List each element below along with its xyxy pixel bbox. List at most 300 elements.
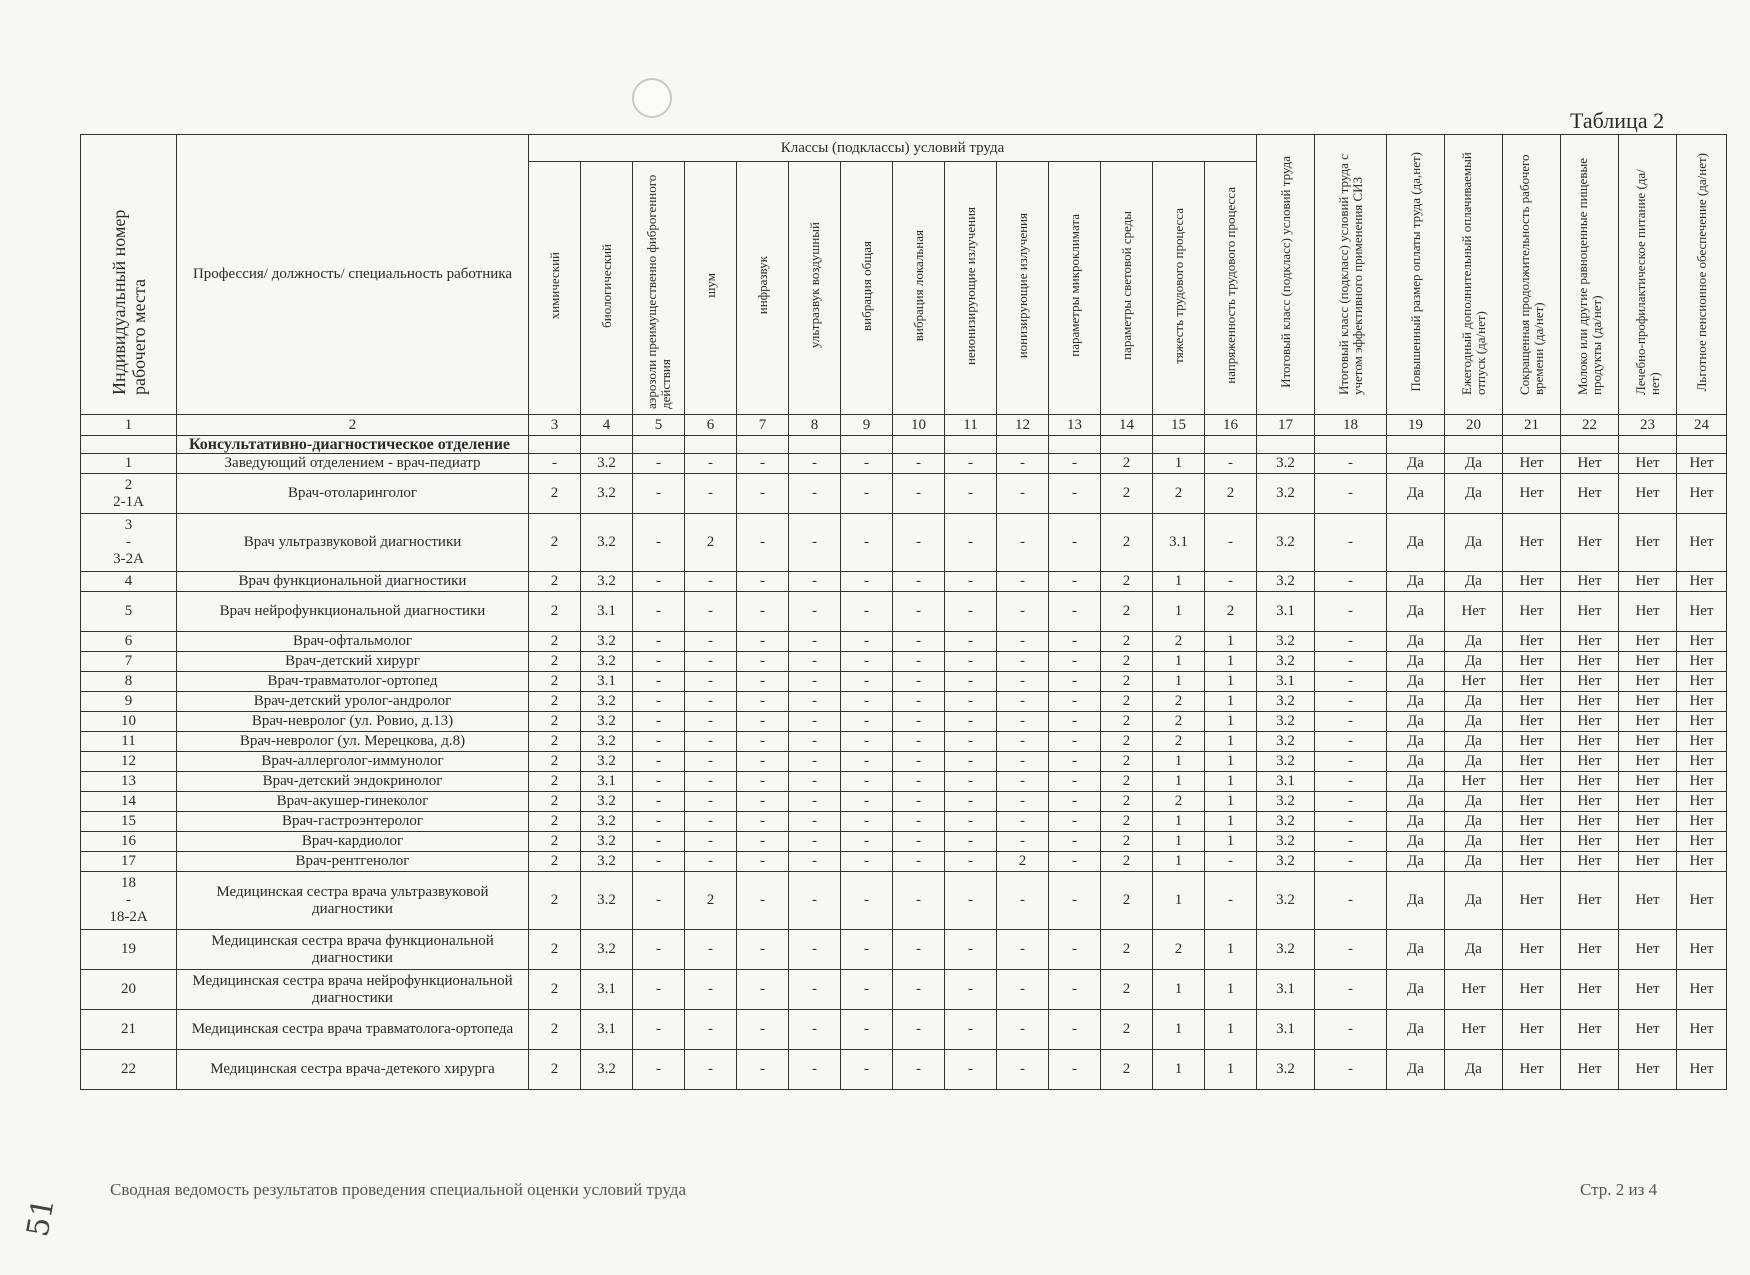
value-cell: 2 [1153, 732, 1205, 752]
value-cell: - [997, 632, 1049, 652]
workplace-number-cell: 17 [81, 852, 177, 872]
value-cell: 3.2 [581, 732, 633, 752]
table-row [81, 692, 1727, 712]
workplace-number-cell: 8 [81, 672, 177, 692]
value-cell: - [997, 572, 1049, 592]
value-cell: - [789, 732, 841, 752]
value-cell: - [997, 792, 1049, 812]
value-cell: - [997, 872, 1049, 930]
column-number: 3 [529, 415, 581, 436]
value-cell: Да [1445, 832, 1503, 852]
value-cell: Нет [1677, 970, 1727, 1010]
value-cell: 3.2 [581, 752, 633, 772]
value-cell: 3.1 [1257, 592, 1315, 632]
value-cell: 2 [1101, 1050, 1153, 1090]
value-cell: 1 [1205, 752, 1257, 772]
value-cell: - [685, 732, 737, 752]
header-factor-16: напряженность трудового процесса [1205, 162, 1257, 415]
value-cell: 2 [529, 852, 581, 872]
value-cell: - [841, 732, 893, 752]
workplace-number-cell: 19 [81, 930, 177, 970]
value-cell: 1 [1205, 712, 1257, 732]
value-cell: 2 [1101, 732, 1153, 752]
value-cell: - [633, 632, 685, 652]
value-cell: - [945, 454, 997, 474]
value-cell: - [737, 1010, 789, 1050]
value-cell: Нет [1503, 712, 1561, 732]
value-cell: - [737, 692, 789, 712]
value-cell: Нет [1561, 692, 1619, 712]
value-cell: - [789, 672, 841, 692]
value-cell: 3.2 [581, 572, 633, 592]
value-cell: 3.2 [1257, 652, 1315, 672]
workplace-number-cell: 15 [81, 812, 177, 832]
value-cell: - [945, 672, 997, 692]
value-cell: 2 [1101, 592, 1153, 632]
value-cell: - [945, 930, 997, 970]
value-cell: - [789, 930, 841, 970]
value-cell: - [1049, 514, 1101, 572]
value-cell: - [997, 930, 1049, 970]
value-cell: 3.2 [1257, 872, 1315, 930]
value-cell: - [841, 1050, 893, 1090]
value-cell: - [945, 812, 997, 832]
value-cell: - [633, 592, 685, 632]
profession-cell: Врач-детский уролог-андролог [177, 692, 529, 712]
punch-hole [632, 78, 672, 118]
value-cell: - [737, 632, 789, 652]
value-cell: - [789, 572, 841, 592]
value-cell: Нет [1677, 772, 1727, 792]
value-cell: - [789, 812, 841, 832]
value-cell: - [685, 454, 737, 474]
value-cell: - [945, 652, 997, 672]
value-cell: Нет [1677, 514, 1727, 572]
value-cell: 2 [529, 1010, 581, 1050]
profession-cell: Врач-кардиолог [177, 832, 529, 852]
value-cell: Да [1445, 792, 1503, 812]
value-cell: - [841, 1010, 893, 1050]
value-cell: - [997, 454, 1049, 474]
value-cell: 1 [1153, 872, 1205, 930]
header-factor-3: химический [529, 162, 581, 415]
value-cell: - [893, 732, 945, 752]
table-row [81, 592, 1727, 632]
value-cell: Нет [1503, 852, 1561, 872]
value-cell: - [1205, 514, 1257, 572]
value-cell: - [633, 652, 685, 672]
value-cell: Да [1445, 474, 1503, 514]
value-cell: Нет [1503, 772, 1561, 792]
value-cell: Нет [1561, 732, 1619, 752]
value-cell: 1 [1153, 812, 1205, 832]
value-cell: 1 [1153, 970, 1205, 1010]
value-cell: - [997, 652, 1049, 672]
value-cell: 1 [1205, 1010, 1257, 1050]
value-cell: Нет [1561, 1010, 1619, 1050]
value-cell: - [1315, 592, 1387, 632]
value-cell: 2 [1101, 514, 1153, 572]
value-cell: - [945, 832, 997, 852]
value-cell: Нет [1619, 792, 1677, 812]
workplace-number-cell: 16 [81, 832, 177, 852]
value-cell: Нет [1677, 752, 1727, 772]
value-cell: 2 [1101, 712, 1153, 732]
header-factor-14: параметры световой среды [1101, 162, 1153, 415]
value-cell: 3.1 [1257, 1010, 1315, 1050]
value-cell: 3.2 [1257, 752, 1315, 772]
value-cell: 2 [1101, 930, 1153, 970]
value-cell: 2 [1101, 792, 1153, 812]
value-cell: Нет [1677, 872, 1727, 930]
value-cell: 3.1 [1153, 514, 1205, 572]
value-cell: Да [1445, 930, 1503, 970]
value-cell: - [1315, 732, 1387, 752]
table-row [81, 832, 1727, 852]
value-cell: - [997, 592, 1049, 632]
value-cell: Да [1387, 1010, 1445, 1050]
value-cell: Нет [1503, 692, 1561, 712]
value-cell: Нет [1677, 832, 1727, 852]
value-cell: - [633, 812, 685, 832]
workplace-number-cell: 9 [81, 692, 177, 712]
value-cell: 2 [1101, 572, 1153, 592]
value-cell: - [737, 792, 789, 812]
value-cell: 2 [529, 572, 581, 592]
header-profession: Профессия/ должность/ специальность работника [177, 135, 529, 415]
value-cell: - [945, 772, 997, 792]
value-cell: Нет [1677, 672, 1727, 692]
value-cell: 1 [1153, 852, 1205, 872]
value-cell: Нет [1619, 474, 1677, 514]
value-cell: 3.2 [581, 832, 633, 852]
value-cell: 3.2 [581, 712, 633, 732]
value-cell: 3.1 [581, 772, 633, 792]
value-cell: - [737, 572, 789, 592]
value-cell: Да [1387, 792, 1445, 812]
table-row [81, 514, 1727, 572]
value-cell: - [737, 752, 789, 772]
value-cell: Да [1445, 732, 1503, 752]
value-cell: - [633, 772, 685, 792]
value-cell: 2 [1101, 652, 1153, 672]
value-cell: Нет [1503, 832, 1561, 852]
profession-cell: Врач-невролог (ул. Ровио, д.13) [177, 712, 529, 732]
column-number: 6 [685, 415, 737, 436]
value-cell: Нет [1503, 812, 1561, 832]
value-cell: Нет [1503, 732, 1561, 752]
value-cell: Нет [1619, 852, 1677, 872]
workplace-number-cell: 4 [81, 572, 177, 592]
value-cell: Нет [1561, 930, 1619, 970]
value-cell: - [1315, 872, 1387, 930]
value-cell: - [997, 514, 1049, 572]
value-cell: - [685, 592, 737, 632]
value-cell: - [789, 1050, 841, 1090]
value-cell: Да [1445, 652, 1503, 672]
header-col22: Молоко или другие равноценные пищевые продукты (да/нет) [1561, 135, 1619, 415]
value-cell: - [945, 514, 997, 572]
value-cell: 2 [529, 812, 581, 832]
value-cell: Да [1387, 672, 1445, 692]
value-cell: 3.2 [581, 872, 633, 930]
value-cell: - [1049, 970, 1101, 1010]
value-cell: 2 [529, 692, 581, 712]
value-cell: - [633, 474, 685, 514]
value-cell: 3.2 [1257, 692, 1315, 712]
workplace-number-cell: 2 2-1А [81, 474, 177, 514]
value-cell: Нет [1619, 732, 1677, 752]
value-cell: Да [1387, 632, 1445, 652]
value-cell: - [789, 632, 841, 652]
workplace-number-cell: 20 [81, 970, 177, 1010]
table-row [81, 672, 1727, 692]
value-cell: - [685, 572, 737, 592]
value-cell: 3.1 [1257, 672, 1315, 692]
value-cell: Да [1445, 872, 1503, 930]
value-cell: - [1315, 474, 1387, 514]
value-cell: - [633, 930, 685, 970]
value-cell: 3.2 [1257, 474, 1315, 514]
value-cell: - [841, 652, 893, 672]
column-number: 7 [737, 415, 789, 436]
column-number: 23 [1619, 415, 1677, 436]
value-cell: - [893, 1010, 945, 1050]
value-cell: Да [1445, 454, 1503, 474]
value-cell: - [789, 872, 841, 930]
value-cell: 3.1 [581, 1010, 633, 1050]
column-number: 15 [1153, 415, 1205, 436]
value-cell: 2 [529, 672, 581, 692]
value-cell: - [997, 1050, 1049, 1090]
value-cell: 2 [1101, 632, 1153, 652]
value-cell: - [1315, 792, 1387, 812]
value-cell: Нет [1503, 454, 1561, 474]
table-row [81, 852, 1727, 872]
value-cell: 3.2 [1257, 832, 1315, 852]
value-cell: Нет [1561, 652, 1619, 672]
value-cell: - [685, 930, 737, 970]
value-cell: - [737, 712, 789, 732]
value-cell: - [1205, 852, 1257, 872]
value-cell: Нет [1677, 1050, 1727, 1090]
value-cell: - [1205, 572, 1257, 592]
profession-cell: Врач-детский хирург [177, 652, 529, 672]
sout-results-table [80, 134, 1727, 1090]
column-number: 24 [1677, 415, 1727, 436]
column-number: 4 [581, 415, 633, 436]
column-number: 14 [1101, 415, 1153, 436]
value-cell: - [997, 692, 1049, 712]
value-cell: Нет [1561, 832, 1619, 852]
value-cell: 3.2 [1257, 454, 1315, 474]
value-cell: - [893, 514, 945, 572]
header-factor-11: неионизирующие излучения [945, 162, 997, 415]
value-cell: - [945, 592, 997, 632]
value-cell: 3.1 [581, 672, 633, 692]
value-cell: - [685, 474, 737, 514]
value-cell: 1 [1205, 812, 1257, 832]
value-cell: Нет [1677, 652, 1727, 672]
value-cell: - [945, 1010, 997, 1050]
value-cell: 2 [1101, 872, 1153, 930]
value-cell: Да [1445, 812, 1503, 832]
value-cell: - [737, 514, 789, 572]
section-empty-cell [81, 436, 177, 454]
value-cell: - [633, 872, 685, 930]
value-cell: Да [1387, 812, 1445, 832]
value-cell: Нет [1677, 792, 1727, 812]
value-cell: - [737, 1050, 789, 1090]
value-cell: Да [1387, 712, 1445, 732]
workplace-number-cell: 3 - 3-2А [81, 514, 177, 572]
table-row [81, 454, 1727, 474]
value-cell: - [1315, 970, 1387, 1010]
value-cell: - [737, 832, 789, 852]
value-cell: - [685, 792, 737, 812]
value-cell: - [893, 692, 945, 712]
value-cell: - [893, 474, 945, 514]
workplace-number-cell: 7 [81, 652, 177, 672]
value-cell: - [893, 772, 945, 792]
header-col20: Ежегодный дополнительный оплачиваемый отпуск (да/нет) [1445, 135, 1503, 415]
value-cell: Да [1445, 852, 1503, 872]
value-cell: - [893, 712, 945, 732]
value-cell: - [529, 454, 581, 474]
value-cell: - [685, 832, 737, 852]
value-cell: Нет [1619, 712, 1677, 732]
value-cell: Нет [1503, 1050, 1561, 1090]
value-cell: - [841, 712, 893, 732]
value-cell: - [893, 592, 945, 632]
workplace-number-cell: 18 - 18-2А [81, 872, 177, 930]
value-cell: 2 [1101, 832, 1153, 852]
value-cell: Нет [1503, 752, 1561, 772]
value-cell: 1 [1153, 454, 1205, 474]
value-cell: Нет [1619, 752, 1677, 772]
value-cell: Нет [1445, 772, 1503, 792]
value-cell: Да [1387, 1050, 1445, 1090]
value-cell: - [893, 572, 945, 592]
value-cell: - [841, 672, 893, 692]
column-number: 2 [177, 415, 529, 436]
value-cell: - [789, 792, 841, 812]
profession-cell: Заведующий отделением - врач-педиатр [177, 454, 529, 474]
value-cell: Нет [1561, 792, 1619, 812]
value-cell: - [945, 732, 997, 752]
value-cell: - [1049, 692, 1101, 712]
value-cell: Да [1445, 692, 1503, 712]
profession-cell: Медицинская сестра врача травматолога-ортопеда [177, 1010, 529, 1050]
value-cell: - [737, 652, 789, 672]
value-cell: 2 [529, 712, 581, 732]
value-cell: 3.2 [1257, 572, 1315, 592]
workplace-number-cell: 22 [81, 1050, 177, 1090]
value-cell: - [1315, 832, 1387, 852]
value-cell: - [737, 970, 789, 1010]
value-cell: Нет [1677, 930, 1727, 970]
header-col18: Итоговый класс (подкласс) условий труда с учетом эффективного применения СИЗ [1315, 135, 1387, 415]
value-cell: - [1315, 930, 1387, 970]
value-cell: Нет [1561, 812, 1619, 832]
value-cell: - [997, 772, 1049, 792]
value-cell: - [737, 872, 789, 930]
value-cell: - [685, 852, 737, 872]
table-row [81, 1010, 1727, 1050]
value-cell: - [841, 632, 893, 652]
value-cell: Нет [1619, 672, 1677, 692]
value-cell: - [1315, 852, 1387, 872]
value-cell: 1 [1205, 970, 1257, 1010]
value-cell: - [893, 752, 945, 772]
table-row [81, 632, 1727, 652]
value-cell: - [841, 852, 893, 872]
value-cell: - [737, 672, 789, 692]
workplace-number-cell: 5 [81, 592, 177, 632]
value-cell: - [1315, 772, 1387, 792]
value-cell: Да [1387, 652, 1445, 672]
value-cell: - [1049, 812, 1101, 832]
column-number: 9 [841, 415, 893, 436]
value-cell: - [789, 1010, 841, 1050]
header-factor-10: вибрация локальная [893, 162, 945, 415]
value-cell: 3.2 [1257, 1050, 1315, 1090]
value-cell: 1 [1205, 792, 1257, 812]
value-cell: Нет [1677, 732, 1727, 752]
value-cell: 1 [1205, 632, 1257, 652]
value-cell: 3.2 [581, 632, 633, 652]
value-cell: - [1315, 752, 1387, 772]
value-cell: 2 [997, 852, 1049, 872]
value-cell: - [789, 832, 841, 852]
value-cell: - [633, 792, 685, 812]
value-cell: - [997, 712, 1049, 732]
value-cell: Да [1387, 832, 1445, 852]
value-cell: 1 [1205, 732, 1257, 752]
value-cell: - [1315, 812, 1387, 832]
value-cell: - [1315, 712, 1387, 732]
table-row [81, 970, 1727, 1010]
column-number: 12 [997, 415, 1049, 436]
value-cell: Нет [1503, 514, 1561, 572]
value-cell: - [1049, 712, 1101, 732]
table-row [81, 712, 1727, 732]
value-cell: Нет [1619, 1010, 1677, 1050]
value-cell: Нет [1619, 514, 1677, 572]
value-cell: 1 [1153, 652, 1205, 672]
value-cell: - [945, 1050, 997, 1090]
table-row [81, 752, 1727, 772]
value-cell: - [1049, 632, 1101, 652]
value-cell: Да [1387, 970, 1445, 1010]
value-cell: 2 [1153, 632, 1205, 652]
value-cell: - [789, 970, 841, 1010]
value-cell: - [1049, 1050, 1101, 1090]
table-row [81, 930, 1727, 970]
value-cell: Нет [1503, 652, 1561, 672]
value-cell: Нет [1445, 672, 1503, 692]
value-cell: Нет [1503, 872, 1561, 930]
value-cell: 2 [529, 514, 581, 572]
value-cell: - [841, 872, 893, 930]
value-cell: - [633, 1050, 685, 1090]
profession-cell: Медицинская сестра врача функциональной диагностики [177, 930, 529, 970]
value-cell: - [737, 732, 789, 752]
value-cell: - [737, 454, 789, 474]
value-cell: 2 [1101, 454, 1153, 474]
value-cell: - [1049, 752, 1101, 772]
value-cell: - [1315, 632, 1387, 652]
